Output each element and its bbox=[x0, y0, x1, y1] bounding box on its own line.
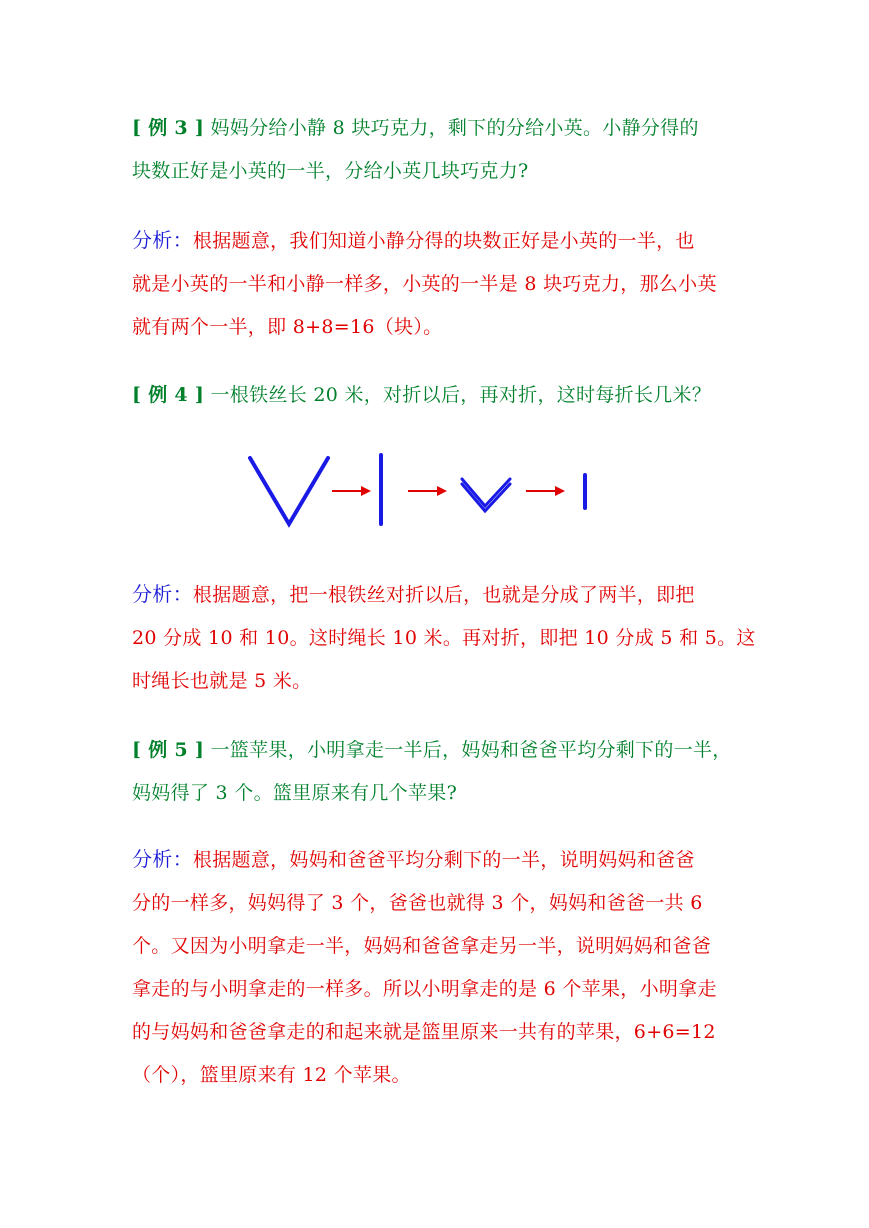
wire-v-shape bbox=[250, 458, 328, 524]
analysis-4-line-1 bbox=[132, 573, 742, 617]
analysis-5-line-3: 个。又因为小明拿走一半，妈妈和爸爸拿走另一半，说明妈妈和爸爸 bbox=[132, 935, 712, 957]
analysis-4-label: 分析 bbox=[132, 582, 173, 606]
example-5-label: [ 例 5 ] bbox=[132, 739, 205, 761]
arrow-1-head bbox=[361, 486, 371, 496]
analysis-3-colon: ： bbox=[172, 228, 193, 252]
arrow-2-head bbox=[437, 486, 447, 496]
analysis-3-line-1 bbox=[132, 219, 742, 263]
example-4 bbox=[132, 374, 742, 417]
example-3-line-1 bbox=[132, 107, 742, 150]
analysis-4-colon: ： bbox=[172, 582, 193, 606]
analysis-3-line-2: 就是小英的一半和小静一样多，小英的一半是 8 块巧克力，那么小英 bbox=[132, 273, 717, 295]
analysis-5-line-2: 分的一样多，妈妈得了 3 个，爸爸也就得 3 个，妈妈和爸爸一共 6 bbox=[132, 892, 703, 914]
example-3 bbox=[132, 107, 742, 193]
analysis-4-line-2: 20 分成 10 和 10。这时绳长 10 米。再对折，即把 10 分成 5 和 5。这 bbox=[132, 627, 756, 649]
analysis-5-text-1: 根据题意，妈妈和爸爸平均分剩下的一半，说明妈妈和爸爸 bbox=[192, 849, 695, 871]
analysis-5-line-1 bbox=[132, 838, 742, 882]
analysis-5-line-5: 的与妈妈和爸爸拿走的和起来就是篮里原来一共有的苹果，6+6=12 bbox=[132, 1021, 716, 1043]
analysis-4-line-3: 时绳长也就是 5 米。 bbox=[132, 670, 312, 692]
analysis-5-line-4: 拿走的与小明拿走的一样多。所以小明拿走的是 6 个苹果，小明拿走 bbox=[132, 978, 717, 1000]
example-5-text-1: 一篮苹果，小明拿走一半后，妈妈和爸爸平均分剩下的一半， bbox=[204, 739, 732, 761]
analysis-3-text-1: 根据题意，我们知道小静分得的块数正好是小英的一半，也 bbox=[192, 230, 695, 252]
analysis-3 bbox=[132, 219, 742, 349]
analysis-5-colon: ： bbox=[172, 847, 193, 871]
analysis-3-line-3: 就有两个一半，即 8+8=16（块）。 bbox=[132, 316, 443, 338]
example-5-line-1 bbox=[132, 729, 742, 772]
example-4-label: [ 例 4 ] bbox=[132, 384, 205, 406]
example-4-line-1 bbox=[132, 374, 742, 417]
analysis-5-line-6: （个），篮里原来有 12 个苹果。 bbox=[132, 1064, 411, 1086]
arrow-3-head bbox=[555, 486, 565, 496]
analysis-4 bbox=[132, 573, 756, 703]
example-4-text-1: 一根铁丝长 20 米，对折以后，再对折，这时每折长几米？ bbox=[204, 384, 712, 406]
example-5 bbox=[132, 729, 742, 815]
analysis-4-text-1: 根据题意，把一根铁丝对折以后，也就是分成了两半，即把 bbox=[192, 584, 695, 606]
example-5-line-2: 妈妈得了 3 个。篮里原来有几个苹果? bbox=[132, 782, 458, 804]
example-3-text-1: 妈妈分给小静 8 块巧克力，剩下的分给小英。小静分得的 bbox=[204, 117, 699, 139]
example-3-label: [ 例 3 ] bbox=[132, 117, 205, 139]
analysis-3-label: 分析 bbox=[132, 228, 173, 252]
example-3-line-2: 块数正好是小英的一半，分给小英几块巧克力? bbox=[132, 160, 529, 182]
analysis-5 bbox=[132, 838, 742, 1097]
analysis-5-label: 分析 bbox=[132, 847, 173, 871]
folding-diagram bbox=[240, 452, 600, 532]
